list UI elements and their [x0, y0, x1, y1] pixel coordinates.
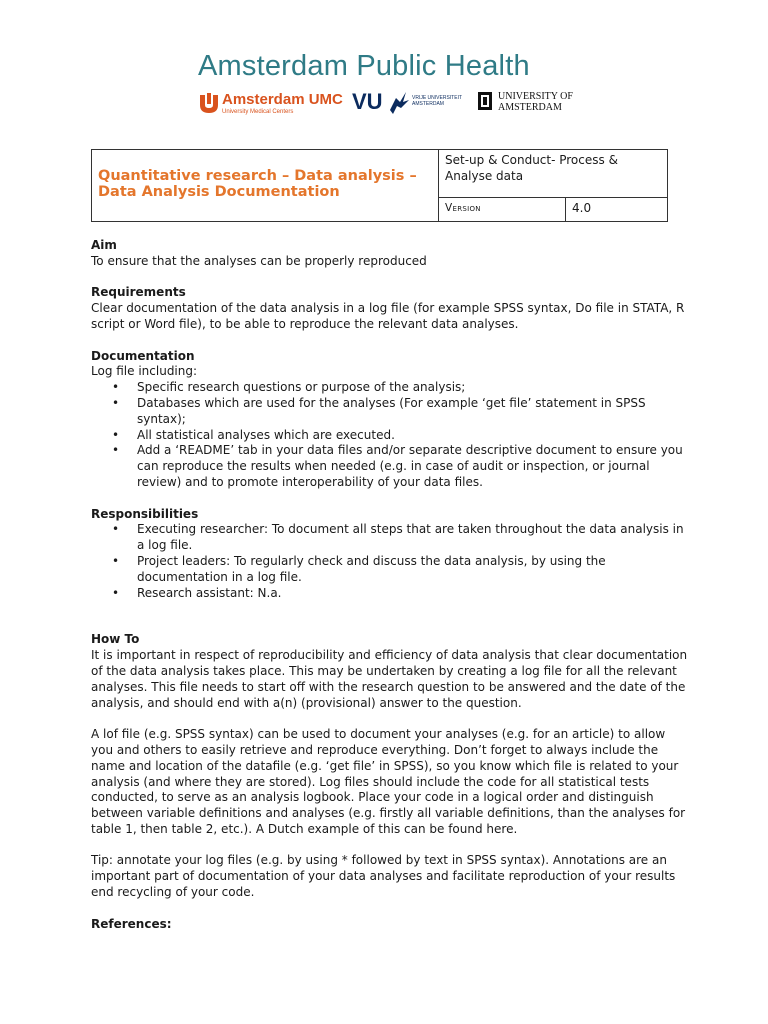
- howto-paragraph: A lof file (e.g. SPSS syntax) can be used to document your analyses (e.g. for an article) to allow you and others to easily retrieve and reproduce everything. Don’t forget to always include the name and location of the datafile (e.g. ‘get file’ in SPSS), so you know which file is related to your analysis (and where they are stored). Log files should include the code for all statistical tests conducted, to serve as an analysis logbook. Place your code in a logical order and distinguish between variable definitions and analyses (e.g. firstly all variable definitions, than the analyses for table 1, then table 2, etc.). A Dutch example of this can be found here.: [91, 727, 686, 836]
- bullet: •: [112, 427, 120, 442]
- list-item: [91, 554, 691, 586]
- responsibilities-list: [91, 522, 691, 601]
- document-body: [91, 238, 691, 932]
- documentation-list: [91, 380, 691, 491]
- uva-name: UNIVERSITY OF AMSTERDAM: [498, 91, 573, 113]
- howto-paragraph: Tip: annotate your log files (e.g. by using * followed by text in SPSS syntax). Annotations are an important part of documentation of your data analyses and facilitate reproduction of your results end recycling of your code.: [91, 853, 676, 900]
- bullet: •: [112, 585, 120, 600]
- version-label-cell: [439, 198, 566, 221]
- bullet: •: [112, 395, 120, 410]
- list-item: [91, 522, 691, 554]
- vu-subtitle: VRIJE UNIVERSITEIT AMSTERDAM: [412, 95, 462, 107]
- title-cell: [92, 150, 439, 221]
- list-item-text: Project leaders: To regularly check and discuss the data analysis, by using the documentation in a log file.: [137, 553, 606, 584]
- document-title: Quantitative research – Data analysis – Data Analysis Documentation: [98, 168, 417, 200]
- documentation-intro: Log file including:: [91, 364, 198, 379]
- bullet: •: [112, 380, 120, 395]
- document-info-table: [91, 149, 668, 222]
- umc-icon: [198, 92, 220, 114]
- list-item: [91, 443, 691, 490]
- list-item: [91, 396, 691, 428]
- version-value: 4.0: [572, 201, 592, 215]
- list-item-text: Add a ‘README’ tab in your data files and/or separate descriptive document to ensure you can reproduce the results when needed (e.g. in case of audit or inspection, or journal review) and to promote interoperability of your data files.: [137, 443, 683, 489]
- list-item: [91, 586, 691, 602]
- bullet: •: [112, 553, 120, 568]
- howto-paragraph: It is important in respect of reproducibility and efficiency of data analysis that clear documentation of the data analysis takes place. This may be undertaken by creating a log file for all the relevant analyses. This file needs to start off with the research question to be answered and the date of the analysis, and should end with a(n) (provisional) answer to the question.: [91, 648, 688, 710]
- version-label: Version: [445, 202, 481, 214]
- howto-heading: How To: [91, 632, 140, 647]
- category-cell: [439, 150, 667, 198]
- uva-crest-icon: [478, 92, 492, 110]
- list-item-text: Databases which are used for the analyses (For example ‘get file’ statement in SPSS syntax);: [137, 395, 646, 426]
- requirements-heading: Requirements: [91, 285, 186, 300]
- aim-text: To ensure that the analyses can be properly reproduced: [91, 253, 427, 268]
- list-item-text: Specific research questions or purpose of the analysis;: [137, 380, 466, 395]
- umc-name: Amsterdam UMC: [222, 91, 343, 108]
- documentation-heading: Documentation: [91, 348, 195, 363]
- list-item: [91, 380, 691, 396]
- bullet: •: [112, 522, 120, 537]
- list-item-text: Research assistant: N.a.: [137, 585, 282, 600]
- bullet: •: [112, 443, 120, 458]
- header-title: Amsterdam Public Health: [198, 50, 530, 82]
- requirements-text: Clear documentation of the data analysis in a log file (for example SPSS syntax, Do file in STATA, R script or Word file), to be able to reproduce the relevant data analyses.: [91, 301, 685, 331]
- vu-wordmark: VU: [352, 89, 383, 114]
- responsibilities-heading: Responsibilities: [91, 506, 199, 521]
- document-category: Set-up & Conduct- Process & Analyse data: [445, 153, 618, 183]
- partner-logos: [198, 90, 578, 118]
- version-value-cell: [566, 198, 667, 221]
- list-item-text: All statistical analyses which are executed.: [137, 427, 395, 442]
- umc-subtitle: University Medical Centers: [222, 109, 294, 115]
- griffin-icon: [388, 90, 410, 116]
- references-heading: References:: [91, 916, 172, 931]
- list-item-text: Executing researcher: To document all steps that are taken throughout the data analysis in a log file.: [137, 522, 684, 553]
- list-item: [91, 428, 691, 444]
- aim-heading: Aim: [91, 238, 117, 252]
